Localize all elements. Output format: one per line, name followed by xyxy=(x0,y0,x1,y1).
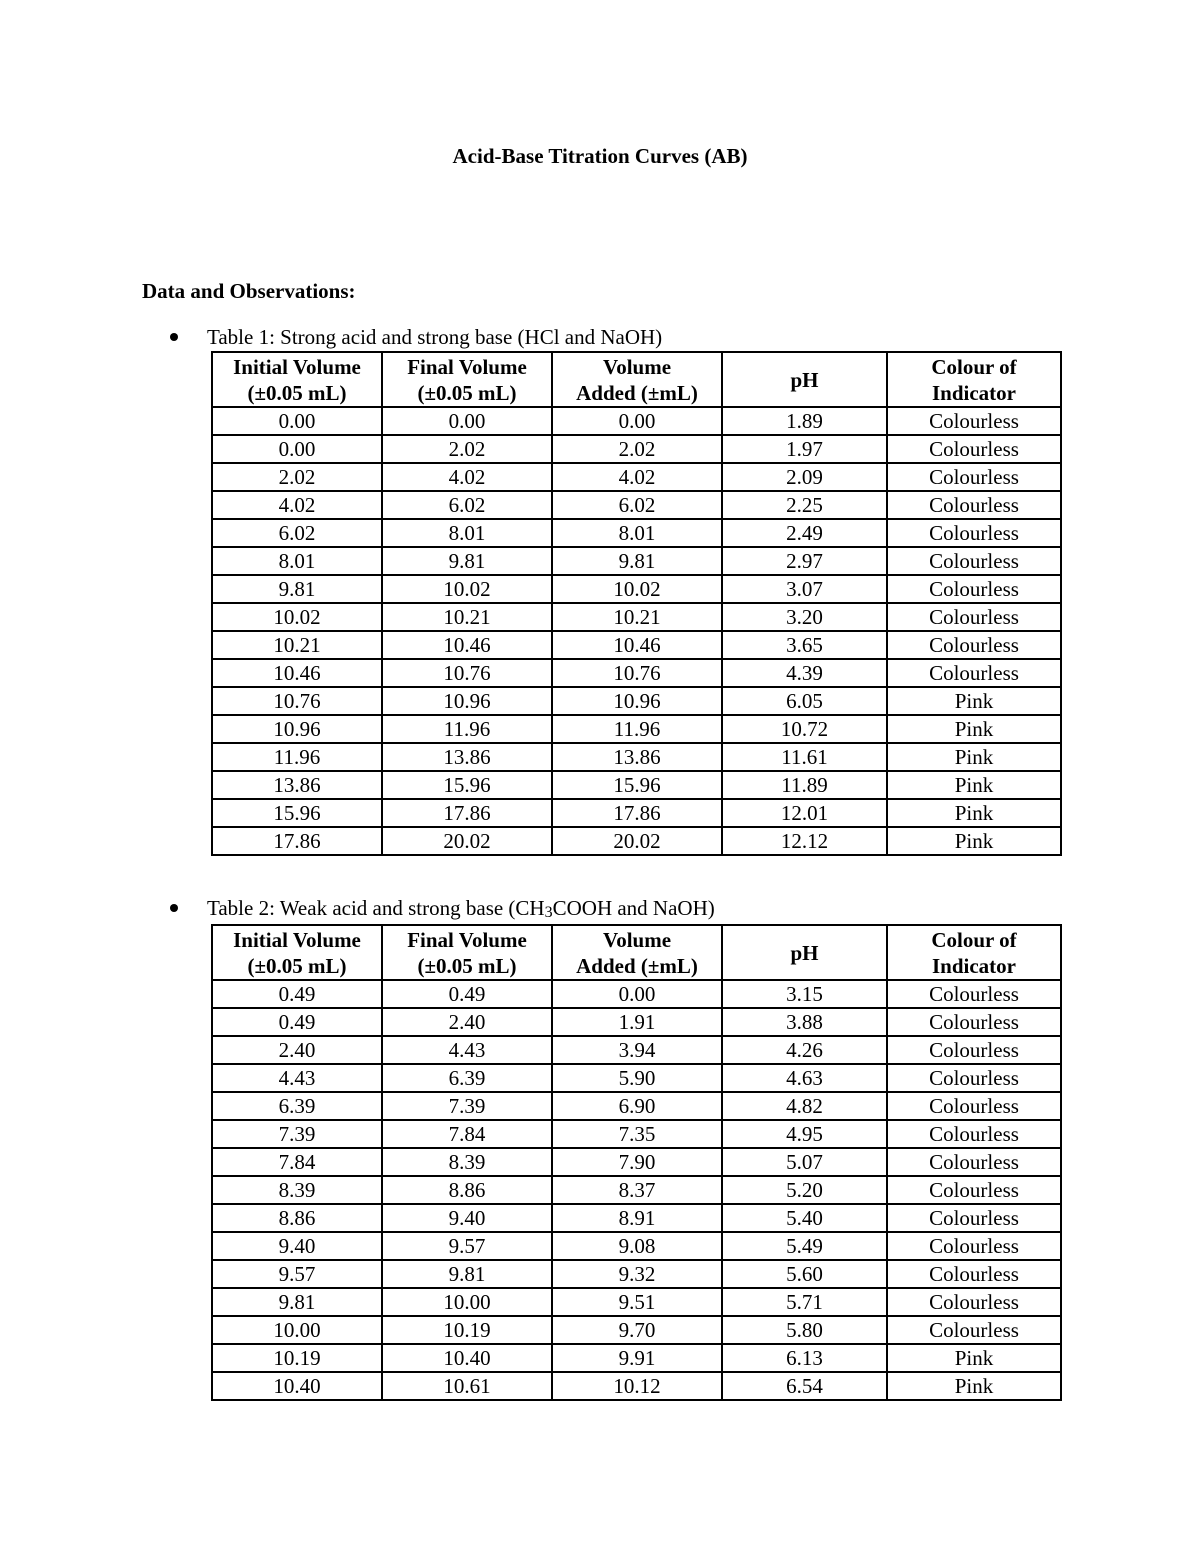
column-header xyxy=(212,352,382,407)
table-cell: 10.00 xyxy=(382,1288,552,1316)
column-header xyxy=(722,925,887,980)
table-cell: 4.43 xyxy=(212,1064,382,1092)
column-header-line: Indicator xyxy=(932,380,1016,405)
column-header-line: Colour of xyxy=(931,354,1017,379)
table-2-caption-subscript: 3 xyxy=(544,904,553,921)
table-1-body xyxy=(212,407,1061,855)
table-row xyxy=(212,659,1061,687)
table-cell: 0.49 xyxy=(212,1008,382,1036)
table-cell: Colourless xyxy=(887,575,1061,603)
table-row xyxy=(212,1204,1061,1232)
table-2 xyxy=(211,924,1062,1401)
table-cell: Pink xyxy=(887,687,1061,715)
header-row xyxy=(212,352,1061,407)
table-2-caption-text: Table 2: Weak acid and strong base (CH xyxy=(207,896,545,920)
column-header xyxy=(552,925,722,980)
table-cell: 10.12 xyxy=(552,1372,722,1400)
table-cell: 13.86 xyxy=(552,743,722,771)
column-header-line: pH xyxy=(790,367,819,392)
table-cell: 6.02 xyxy=(212,519,382,547)
table-cell: 15.96 xyxy=(212,799,382,827)
table-cell: 9.91 xyxy=(552,1344,722,1372)
table-cell: 0.00 xyxy=(552,407,722,435)
table-cell: 8.37 xyxy=(552,1176,722,1204)
table-1-caption-text: Table 1: Strong acid and strong base (HCl and NaOH) xyxy=(207,325,663,349)
table-cell: 10.76 xyxy=(552,659,722,687)
table-cell: 2.40 xyxy=(212,1036,382,1064)
table-cell: 10.19 xyxy=(212,1344,382,1372)
table-cell: Colourless xyxy=(887,463,1061,491)
table-cell: 3.94 xyxy=(552,1036,722,1064)
table-cell: 3.65 xyxy=(722,631,887,659)
table-1 xyxy=(211,351,1062,856)
table-cell: 3.15 xyxy=(722,980,887,1008)
table-cell: 9.81 xyxy=(212,575,382,603)
column-header-line: Initial Volume xyxy=(233,354,361,379)
table-cell: 10.96 xyxy=(552,687,722,715)
table-cell: 10.46 xyxy=(382,631,552,659)
table-cell: 20.02 xyxy=(552,827,722,855)
bullet-icon xyxy=(170,333,178,341)
column-header-line: Final Volume xyxy=(407,927,527,952)
table-cell: 7.90 xyxy=(552,1148,722,1176)
table-cell: 5.71 xyxy=(722,1288,887,1316)
table-cell: Pink xyxy=(887,771,1061,799)
table-cell: 2.09 xyxy=(722,463,887,491)
column-header-line: Indicator xyxy=(932,953,1016,978)
table-cell: 0.00 xyxy=(212,435,382,463)
table-cell: 2.02 xyxy=(382,435,552,463)
table-row xyxy=(212,519,1061,547)
table-cell: 10.61 xyxy=(382,1372,552,1400)
table-cell: 9.51 xyxy=(552,1288,722,1316)
table-cell: 10.40 xyxy=(212,1372,382,1400)
table-cell: 10.72 xyxy=(722,715,887,743)
table-cell: Pink xyxy=(887,799,1061,827)
column-header-line: (±0.05 mL) xyxy=(417,380,517,405)
table-cell: Colourless xyxy=(887,631,1061,659)
header-row xyxy=(212,925,1061,980)
table-cell: 4.82 xyxy=(722,1092,887,1120)
table-row xyxy=(212,1260,1061,1288)
table-cell: 8.01 xyxy=(552,519,722,547)
table-row xyxy=(212,491,1061,519)
table-row xyxy=(212,1176,1061,1204)
table-cell: 15.96 xyxy=(382,771,552,799)
table-cell: 10.40 xyxy=(382,1344,552,1372)
table-2-body xyxy=(212,980,1061,1400)
table-cell: 5.49 xyxy=(722,1232,887,1260)
table-cell: Colourless xyxy=(887,1036,1061,1064)
table-cell: 8.01 xyxy=(382,519,552,547)
table-cell: Colourless xyxy=(887,1204,1061,1232)
table-row xyxy=(212,715,1061,743)
table-cell: 17.86 xyxy=(212,827,382,855)
table-cell: 5.40 xyxy=(722,1204,887,1232)
table-cell: 13.86 xyxy=(382,743,552,771)
table-cell: 9.57 xyxy=(382,1232,552,1260)
table-cell: 6.05 xyxy=(722,687,887,715)
table-cell: 1.89 xyxy=(722,407,887,435)
table-cell: 8.86 xyxy=(382,1176,552,1204)
table-cell: 4.43 xyxy=(382,1036,552,1064)
table-row xyxy=(212,980,1061,1008)
column-header-line: pH xyxy=(790,940,819,965)
table-cell: 5.20 xyxy=(722,1176,887,1204)
table-cell: 3.07 xyxy=(722,575,887,603)
table-cell: 3.20 xyxy=(722,603,887,631)
table-row xyxy=(212,631,1061,659)
table-row xyxy=(212,1148,1061,1176)
table-cell: 0.00 xyxy=(212,407,382,435)
table-cell: 13.86 xyxy=(212,771,382,799)
table-cell: 2.02 xyxy=(552,435,722,463)
table-cell: 0.00 xyxy=(552,980,722,1008)
table-cell: 12.12 xyxy=(722,827,887,855)
table-cell: 10.46 xyxy=(212,659,382,687)
table-row xyxy=(212,1372,1061,1400)
table-cell: 9.81 xyxy=(212,1288,382,1316)
table-cell: Pink xyxy=(887,715,1061,743)
column-header xyxy=(382,925,552,980)
table-cell: 1.97 xyxy=(722,435,887,463)
table-row xyxy=(212,435,1061,463)
table-2-caption-text-end: COOH and NaOH) xyxy=(552,896,715,920)
table-cell: Colourless xyxy=(887,1120,1061,1148)
table-cell: 11.61 xyxy=(722,743,887,771)
table-cell: Colourless xyxy=(887,980,1061,1008)
table-cell: 10.02 xyxy=(552,575,722,603)
table-cell: 10.19 xyxy=(382,1316,552,1344)
table-row xyxy=(212,1316,1061,1344)
table-cell: Pink xyxy=(887,1372,1061,1400)
table-cell: 0.49 xyxy=(382,980,552,1008)
table-cell: 2.25 xyxy=(722,491,887,519)
table-cell: 6.13 xyxy=(722,1344,887,1372)
table-cell: Colourless xyxy=(887,1148,1061,1176)
table-cell: Colourless xyxy=(887,435,1061,463)
table-row xyxy=(212,1036,1061,1064)
table-cell: 12.01 xyxy=(722,799,887,827)
column-header-line: Colour of xyxy=(931,927,1017,952)
table-cell: Colourless xyxy=(887,1316,1061,1344)
table-cell: Colourless xyxy=(887,1232,1061,1260)
table-cell: 17.86 xyxy=(552,799,722,827)
table-cell: 10.76 xyxy=(212,687,382,715)
table-cell: Colourless xyxy=(887,547,1061,575)
table-cell: 10.21 xyxy=(382,603,552,631)
table-cell: 11.89 xyxy=(722,771,887,799)
table-cell: 17.86 xyxy=(382,799,552,827)
table-cell: 7.84 xyxy=(212,1148,382,1176)
column-header-line: Final Volume xyxy=(407,354,527,379)
table-cell: 5.90 xyxy=(552,1064,722,1092)
table-cell: 10.76 xyxy=(382,659,552,687)
table-1-header xyxy=(212,352,1061,407)
table-cell: Colourless xyxy=(887,603,1061,631)
table-2-caption xyxy=(170,894,715,922)
table-row xyxy=(212,463,1061,491)
table-row xyxy=(212,575,1061,603)
table-row xyxy=(212,827,1061,855)
document-title: Acid-Base Titration Curves (AB) xyxy=(452,144,748,168)
table-row xyxy=(212,1120,1061,1148)
table-cell: 4.63 xyxy=(722,1064,887,1092)
table-row xyxy=(212,1232,1061,1260)
table-cell: Pink xyxy=(887,743,1061,771)
table-row xyxy=(212,799,1061,827)
table-2-header xyxy=(212,925,1061,980)
table-cell: Colourless xyxy=(887,407,1061,435)
table-cell: 10.96 xyxy=(212,715,382,743)
column-header xyxy=(887,925,1061,980)
table-row xyxy=(212,771,1061,799)
table-row xyxy=(212,547,1061,575)
table-cell: 10.46 xyxy=(552,631,722,659)
table-cell: 10.02 xyxy=(212,603,382,631)
table-cell: 11.96 xyxy=(552,715,722,743)
table-cell: 6.02 xyxy=(552,491,722,519)
table-cell: 0.49 xyxy=(212,980,382,1008)
table-cell: 9.57 xyxy=(212,1260,382,1288)
table-row xyxy=(212,743,1061,771)
column-header xyxy=(887,352,1061,407)
table-cell: 6.54 xyxy=(722,1372,887,1400)
table-cell: 2.40 xyxy=(382,1008,552,1036)
table-cell: 0.00 xyxy=(382,407,552,435)
table-cell: 6.39 xyxy=(212,1092,382,1120)
table-cell: 9.81 xyxy=(382,1260,552,1288)
table-cell: 4.02 xyxy=(552,463,722,491)
column-header-line: Initial Volume xyxy=(233,927,361,952)
table-cell: 10.02 xyxy=(382,575,552,603)
table-row xyxy=(212,1092,1061,1120)
table-cell: 10.96 xyxy=(382,687,552,715)
table-cell: 7.35 xyxy=(552,1120,722,1148)
table-row xyxy=(212,1064,1061,1092)
table-cell: 9.70 xyxy=(552,1316,722,1344)
table-cell: 10.21 xyxy=(552,603,722,631)
table-cell: Colourless xyxy=(887,1008,1061,1036)
column-header-line: Added (±mL) xyxy=(576,953,698,978)
table-cell: 2.02 xyxy=(212,463,382,491)
table-row xyxy=(212,1344,1061,1372)
table-cell: 9.40 xyxy=(212,1232,382,1260)
table-row xyxy=(212,407,1061,435)
table-cell: 4.26 xyxy=(722,1036,887,1064)
table-cell: 7.39 xyxy=(212,1120,382,1148)
table-cell: 9.81 xyxy=(382,547,552,575)
column-header xyxy=(212,925,382,980)
table-cell: 15.96 xyxy=(552,771,722,799)
table-cell: 2.97 xyxy=(722,547,887,575)
table-cell: 11.96 xyxy=(382,715,552,743)
column-header-line: Volume xyxy=(602,354,672,379)
table-cell: 9.40 xyxy=(382,1204,552,1232)
table-cell: 4.39 xyxy=(722,659,887,687)
column-header-line: (±0.05 mL) xyxy=(247,380,347,405)
table-cell: 8.01 xyxy=(212,547,382,575)
bullet-icon xyxy=(170,904,178,912)
table-cell: 6.39 xyxy=(382,1064,552,1092)
table-cell: Colourless xyxy=(887,1176,1061,1204)
table-cell: 7.39 xyxy=(382,1092,552,1120)
table-cell: Colourless xyxy=(887,1064,1061,1092)
table-cell: 9.32 xyxy=(552,1260,722,1288)
table-cell: 4.02 xyxy=(382,463,552,491)
table-cell: Colourless xyxy=(887,491,1061,519)
table-cell: 6.02 xyxy=(382,491,552,519)
table-cell: 8.39 xyxy=(212,1176,382,1204)
section-heading: Data and Observations: xyxy=(142,279,356,303)
table-cell: 5.60 xyxy=(722,1260,887,1288)
table-row xyxy=(212,603,1061,631)
table-cell: 2.49 xyxy=(722,519,887,547)
table-row xyxy=(212,687,1061,715)
table-cell: 20.02 xyxy=(382,827,552,855)
table-cell: 4.02 xyxy=(212,491,382,519)
table-cell: 7.84 xyxy=(382,1120,552,1148)
table-cell: 9.08 xyxy=(552,1232,722,1260)
table-cell: 4.95 xyxy=(722,1120,887,1148)
column-header-line: (±0.05 mL) xyxy=(247,953,347,978)
column-header xyxy=(552,352,722,407)
table-cell: 1.91 xyxy=(552,1008,722,1036)
table-cell: Pink xyxy=(887,1344,1061,1372)
table-cell: 11.96 xyxy=(212,743,382,771)
table-cell: 10.21 xyxy=(212,631,382,659)
table-row xyxy=(212,1288,1061,1316)
column-header xyxy=(722,352,887,407)
table-1-caption xyxy=(170,323,662,351)
table-row xyxy=(212,1008,1061,1036)
table-cell: Colourless xyxy=(887,1288,1061,1316)
column-header-line: Added (±mL) xyxy=(576,380,698,405)
table-cell: 8.91 xyxy=(552,1204,722,1232)
table-cell: Colourless xyxy=(887,1092,1061,1120)
table-cell: 8.39 xyxy=(382,1148,552,1176)
table-cell: 3.88 xyxy=(722,1008,887,1036)
table-cell: Colourless xyxy=(887,1260,1061,1288)
table-cell: 5.07 xyxy=(722,1148,887,1176)
table-cell: Colourless xyxy=(887,519,1061,547)
table-cell: Pink xyxy=(887,827,1061,855)
table-cell: 8.86 xyxy=(212,1204,382,1232)
column-header-line: (±0.05 mL) xyxy=(417,953,517,978)
table-cell: 6.90 xyxy=(552,1092,722,1120)
column-header-line: Volume xyxy=(602,927,672,952)
table-cell: 9.81 xyxy=(552,547,722,575)
column-header xyxy=(382,352,552,407)
table-cell: 5.80 xyxy=(722,1316,887,1344)
table-cell: 10.00 xyxy=(212,1316,382,1344)
table-cell: Colourless xyxy=(887,659,1061,687)
